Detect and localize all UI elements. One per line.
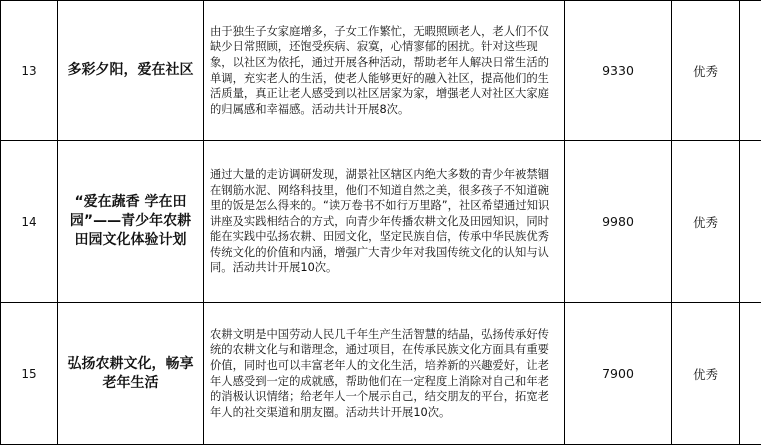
project-description: 农耕文明是中国劳动人民几千年生产生活智慧的结晶，弘扬传承好传统的农耕文化与和谐理念，通过项目，在传承民族文化方面具有重要价值，同时也可以丰富老年人的文化生活，培养新的兴趣爱好，让老年人感受到一定的成就感，帮助他们在一定程度上消除对自己和年老的消极认识情绪；给老年人一个展示自己，结交朋友的平台，拓宽老年人的社交渠道和朋友圈。活动共计开展10次。	[204, 303, 565, 445]
row-number: 14	[1, 141, 58, 303]
project-amount: 9980	[565, 141, 672, 303]
project-grade: 优秀	[672, 141, 740, 303]
table-row	[1, 303, 761, 445]
project-description: 由于独生子女家庭增多，子女工作繁忙，无暇照顾老人，老人们不仅缺少日常照顾，还饱受疾病、寂寞，心情寥郁的困扰。针对这些现象，以社区为依托，通过开展各种活动，帮助老年人解决日常生活的单调，充实老人的生活，使老人能够更好的融入社区，提高他们的生活质量，真正让老人感受到以社区居家为家，增强老人对社区大家庭的归属感和幸福感。活动共计开展8次。	[204, 1, 565, 141]
project-amount: 9330	[565, 1, 672, 141]
project-title: 弘扬农耕文化，畅享老年生活	[58, 303, 204, 445]
row-number: 15	[1, 303, 58, 445]
empty-cell	[740, 303, 761, 445]
empty-cell	[740, 1, 761, 141]
row-number: 13	[1, 1, 58, 141]
table-row	[1, 1, 761, 141]
table-row	[1, 141, 761, 303]
project-grade: 优秀	[672, 303, 740, 445]
project-title: “爱在蔬香 学在田园”——青少年农耕田园文化体验计划	[58, 141, 204, 303]
project-grade: 优秀	[672, 1, 740, 141]
project-title: 多彩夕阳，爱在社区	[58, 1, 204, 141]
project-description: 通过大量的走访调研发现，湖景社区辖区内绝大多数的青少年被禁锢在钢筋水泥、网络科技里，他们不知道自然之美，很多孩子不知道碗里的饭是怎么得来的。“读万卷书不如行万里路”，社区希望通过知识讲座及实践相结合的方式，向青少年传播农耕文化及田园知识，同时能在实践中弘扬农耕、田园文化，坚定民族自信，传承中华民族优秀传统文化的价值和内涵，增强广大青少年对我国传统文化的认知与认同。活动共计开展10次。	[204, 141, 565, 303]
project-amount: 7900	[565, 303, 672, 445]
empty-cell	[740, 141, 761, 303]
